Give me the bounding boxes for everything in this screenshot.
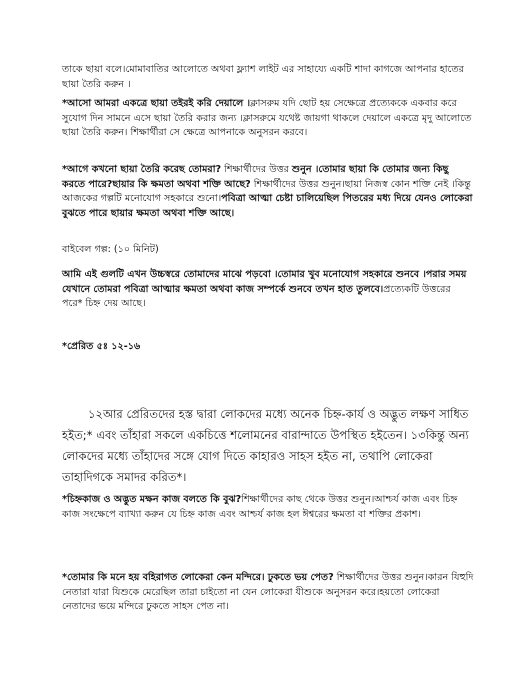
signs-wonders-paragraph <box>62 493 474 522</box>
temple-fear-question: *তোমার কি মনে হয় বহিরাগত লোকেরা কেন মন্দিরে। ঢুকতে ভয় পেত? <box>62 572 334 583</box>
intro-paragraph <box>62 63 474 92</box>
read-aloud-lead: আমি এই গুলটি এখন উচ্চস্বরে তোমাদের মাঝে পড়বো ।তোমার খুব মনোযোগ সহকারে শুনবে ।পরার সময় যেখানে তোমরা পবিত্রা আত্মার ক্ষমতা অথবা কাজ সম্পর্কে শুনবে তখন হাত তুলবে। <box>62 269 467 295</box>
made-shadow-bold-1: শুনুন ।তোমার ছায়া কি তোমার জন্য কিছু করতে পারে?ছায়ার কি ক্ষমতা অথবা শক্তি আছে? <box>62 164 449 190</box>
wall-shadow-paragraph <box>62 97 474 141</box>
temple-fear-paragraph <box>62 571 474 615</box>
intro-text: তাকে ছায়া বলে।মোমাবাতির আলোতে অথবা ফ্ল্যাশ লাইট এর সাহায্যে একটি শাদা কাগজে আপনার হাতের ছায়া তৈরি করুন । <box>62 64 464 90</box>
scripture-reference-text: *প্রেরিত ৫ঃ ১২-১৬ <box>62 341 141 352</box>
signs-wonders-text: শিক্ষার্থীদের কাছ থেকে উত্তর শুনুন।আশ্চর্য কাজ এবং চিহ্ন কাজ সংক্ষেপে ব্যাখ্যা করুন যে চিহ্ন কাজ এবং আশ্চর্য কাজ হল ঈশ্বরের ক্ষমতা বা শক্তির প্রকাশ। <box>62 494 458 520</box>
scripture-verse-paragraph <box>62 404 474 488</box>
wall-shadow-lead: *আসো আমরা একত্রে ছায়া তইরই করি দেয়ালে । <box>62 98 251 109</box>
made-shadow-text-1: শিক্ষার্থীদের উত্তর <box>221 164 292 175</box>
made-shadow-question: *আগে কখনো ছায়া তৈরি করেছ তোমরা? <box>62 164 222 175</box>
bible-story-heading-text: বাইবেল গল্প: (১০ মিনিট) <box>62 244 159 255</box>
wall-shadow-text: ক্লাসরুম যদি ছোট হয় সেক্ষেত্রে প্রত্যেককে একবার করে সুযোগ দিন সামনে এসে ছায়া তৈরি করার জন্য ।ক্লাসরুমে যথেষ্ট জায়গা থাকলে দেয়ালে একত্রে মৃদু আলোতে ছায়া তৈরি করুন। শিক্ষার্থীরা সে ক্ষেত্রে আপনাকে অনুসরন করবে। <box>62 98 472 139</box>
scripture-reference <box>62 340 474 355</box>
bible-story-heading <box>62 243 474 257</box>
made-shadow-bold-2: পবিত্রা আত্মা চেষ্টা চালিয়েছিল পিতরের মধ্য দিয়ে যেনও লোকেরা বুঝতে পারে ছায়ার ক্ষমতা অথবা শক্তি আছে। <box>62 193 473 219</box>
temple-fear-text: শিক্ষার্থীদের উত্তর শুনুন।কারন যিহুদি নেতারা যারা যিশুকে মেরেছিল তারা চাইতো না যেন লোকেরা যীশুকে অনুসরন করে।হয়তো লোকেরা নেতাদের ভয়ে মন্দিরে ঢুকতে সাহস পেত না। <box>62 572 474 613</box>
read-aloud-text: প্রত্যেকটি উত্তরের পরে* চিহ্ন দেয় আছে। <box>62 283 451 310</box>
signs-wonders-question: *চিহ্নকাজ ও অদ্ভুত মক্ষন কাজ বলতে কি বুঝ? <box>62 494 242 505</box>
scripture-verse-text: ১২আর প্রেরিতদের হস্ত দ্বারা লোকদের মধ্যে অনেক চিহ্ন-কার্য ও অদ্ভুত লক্ষণ সাধিত হইত;* এবং তাঁহারা সকলে একচিত্তে শলোমনের বারান্দাতে উপস্থিত হইতেন। ১৩কিন্তু অন্য লোকদের মধ্যে তাঁহাদের সঙ্গে যোগ দিতে কাহারও সাহস হইত না, তথাপি লোকেরা তাহাদিগকে সমাদর করিত*। <box>62 407 469 484</box>
made-shadow-text-2: শিক্ষার্থীদের উত্তর শুনুন।ছায়া নিজস্ব কোন শক্তি নেই ।কিন্তু আজকের গল্পটি মনোযোগ সহকারে শুনো। <box>62 178 471 205</box>
made-shadow-question-paragraph <box>62 163 474 221</box>
read-aloud-paragraph <box>62 268 474 312</box>
